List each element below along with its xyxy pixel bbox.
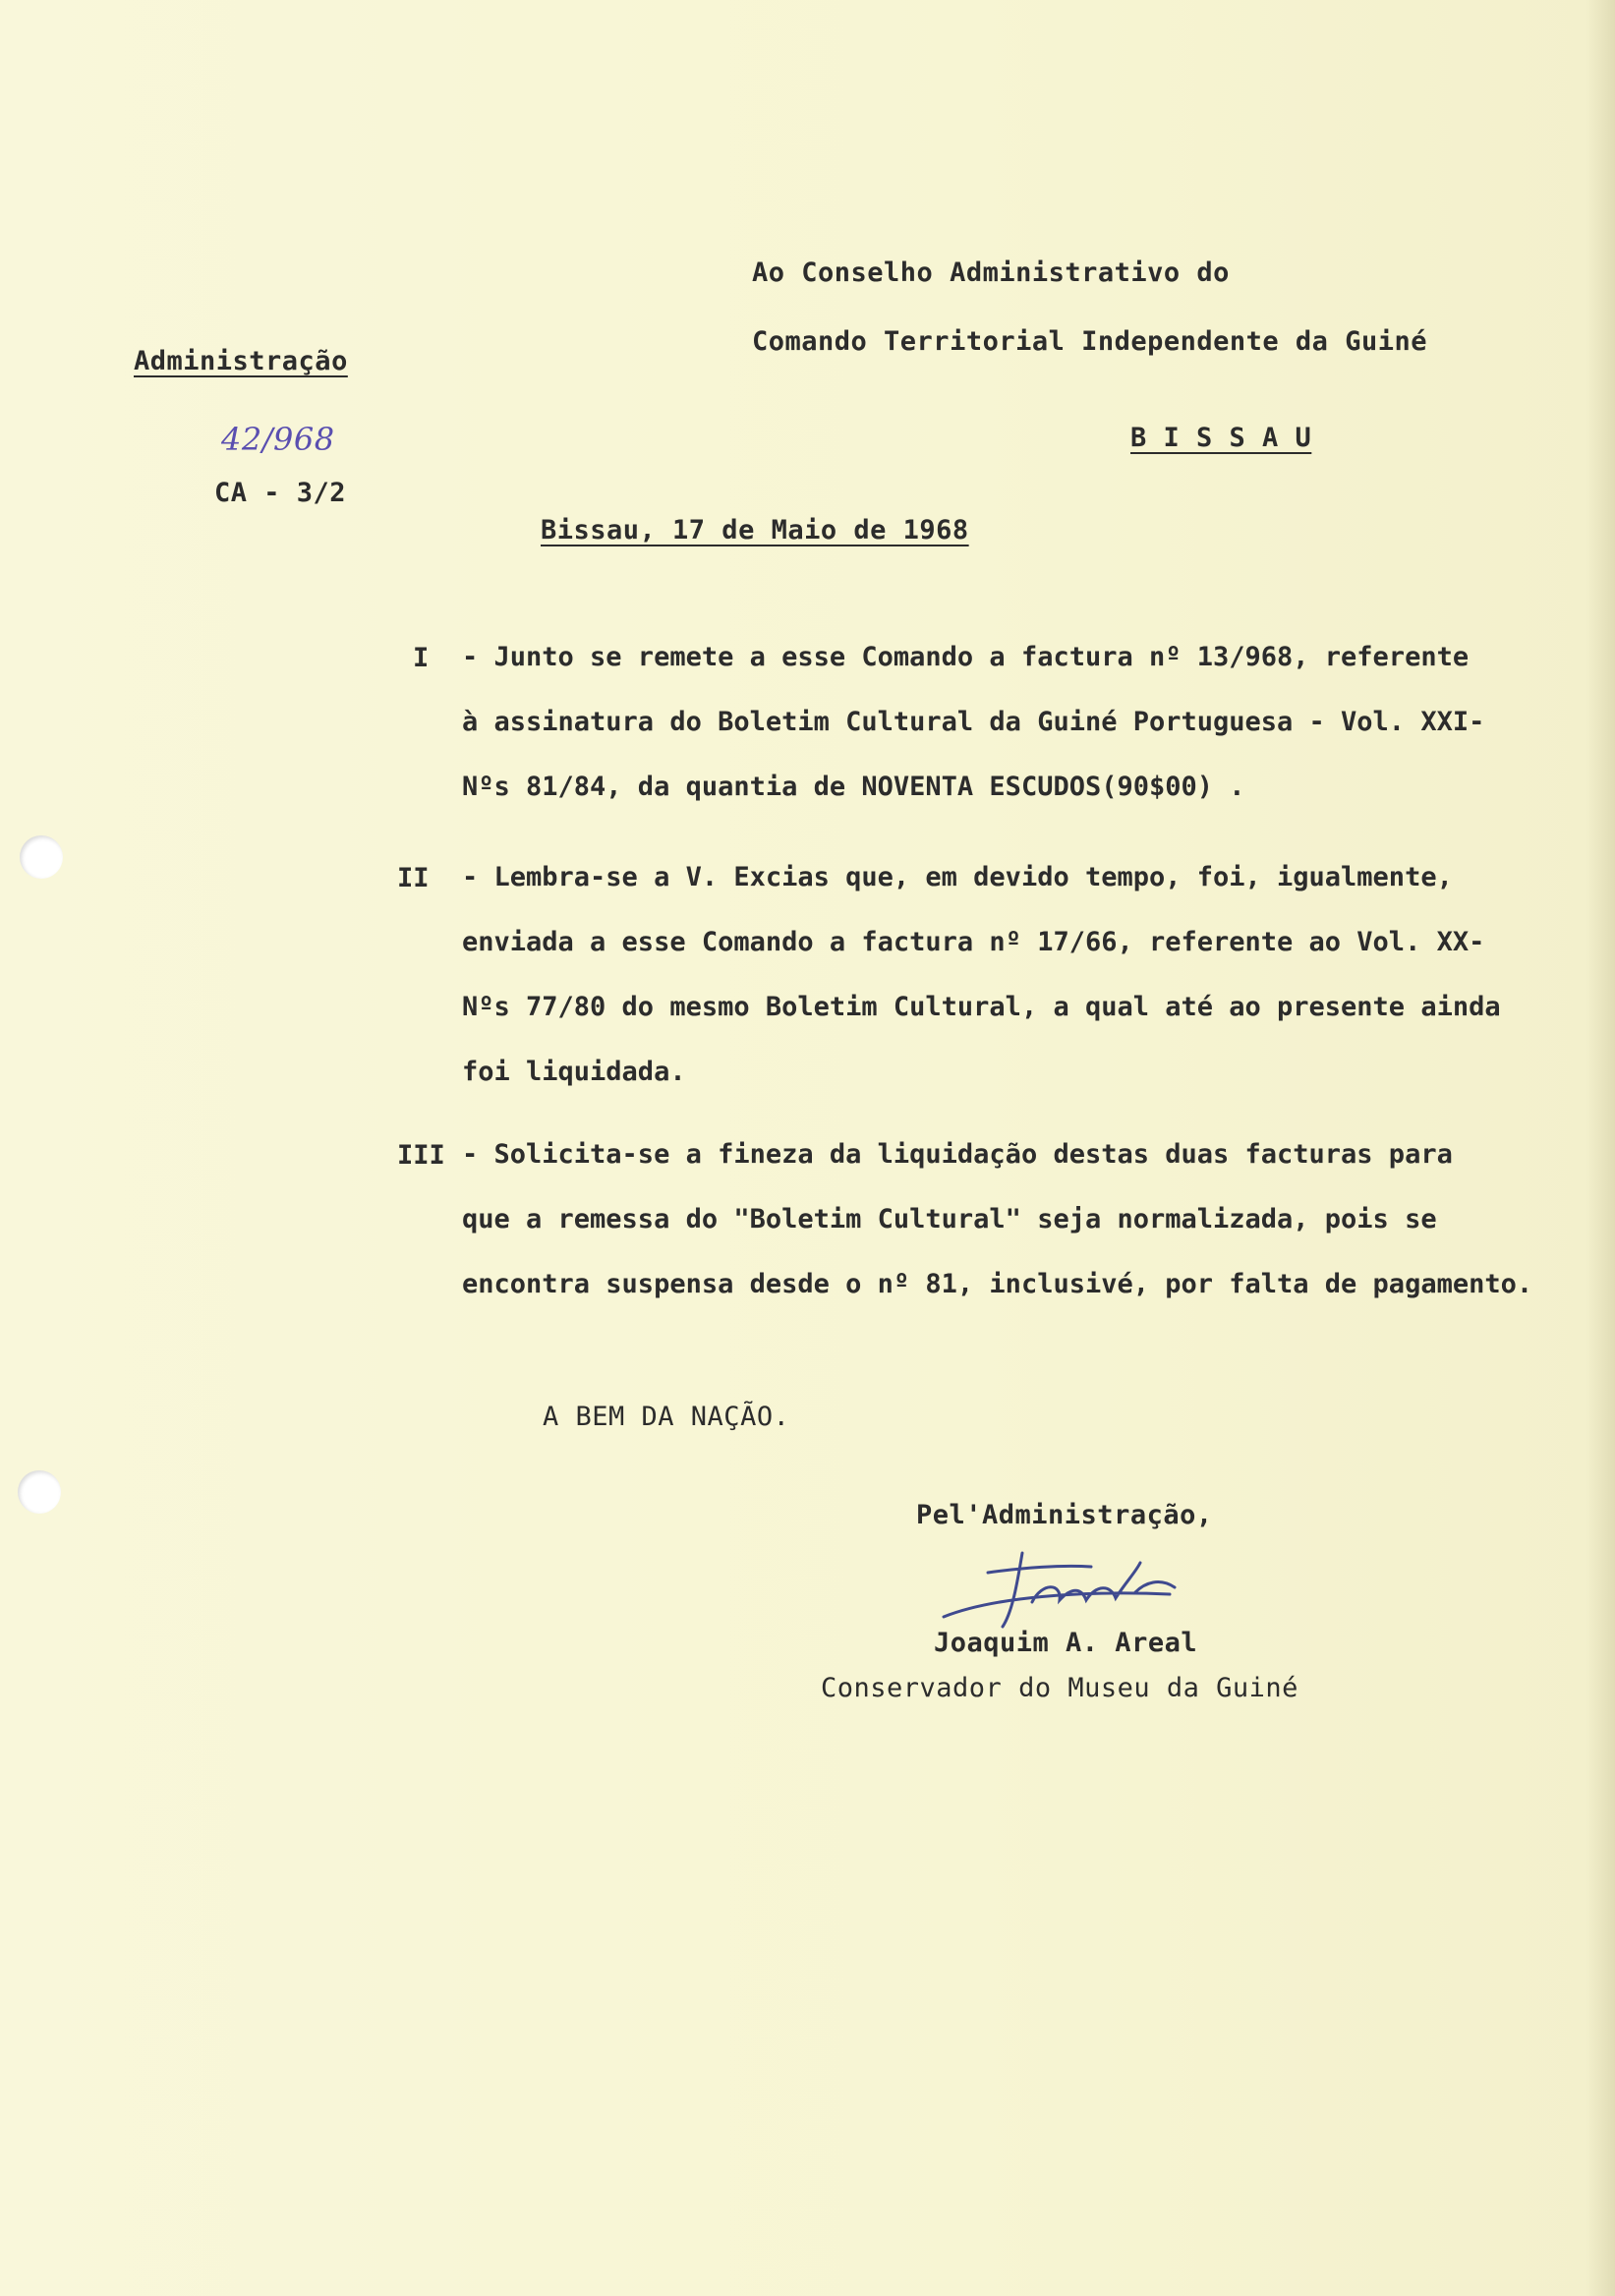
paragraph-number-3: III: [397, 1140, 445, 1171]
signer-title: Conservador do Museu da Guiné: [821, 1673, 1298, 1703]
paragraph-2-line: - Lembra-se a V. Excias que, em devido tempo, foi, igualmente,: [462, 862, 1453, 892]
paragraph-number-2: II: [397, 863, 430, 893]
paragraph-2: [462, 845, 1524, 1105]
paragraph-1-line: Nºs 81/84, da quantia de NOVENTA ESCUDOS(90$00) .: [462, 772, 1245, 802]
addressee-line-2: Comando Territorial Independente da Guiné: [752, 326, 1427, 357]
paragraph-2-line: enviada a esse Comando a factura nº 17/66, referente ao Vol. XX-: [462, 927, 1485, 957]
paragraph-3-line: - Solicita-se a fineza da liquidação destas duas facturas para: [462, 1139, 1453, 1170]
paragraph-1-line: - Junto se remete a esse Comando a factura nº 13/968, referente: [462, 642, 1470, 672]
paragraph-1-line: à assinatura do Boletim Cultural da Guiné Portuguesa - Vol. XXI-: [462, 707, 1485, 737]
page-edge-shadow: [1586, 0, 1615, 2296]
signer-name: Joaquim A. Areal: [934, 1628, 1198, 1658]
reference-code: CA - 3/2: [214, 478, 347, 508]
signoff-line: Pel'Administração,: [916, 1500, 1213, 1530]
reference-number: 42/968: [221, 421, 335, 458]
addressee-city: B I S S A U: [1130, 423, 1312, 453]
addressee-line-1: Ao Conselho Administrativo do: [752, 258, 1230, 288]
paragraph-2-line: Nºs 77/80 do mesmo Boletim Cultural, a qual até ao presente ainda: [462, 992, 1501, 1022]
paragraph-2-line: foi liquidada.: [462, 1057, 686, 1087]
paragraph-3: [462, 1122, 1533, 1317]
punch-hole-top: [20, 835, 63, 879]
paragraph-3-line: que a remessa do "Boletim Cultural" seja normalizada, pois se: [462, 1204, 1437, 1234]
paragraph-1: [462, 625, 1524, 820]
punch-hole-bottom: [18, 1470, 61, 1514]
closing-salutation: A BEM DA NAÇÃO.: [543, 1402, 790, 1432]
date-line: Bissau, 17 de Maio de 1968: [541, 515, 969, 545]
paragraph-3-line: encontra suspensa desde o nº 81, inclusivé, por falta de pagamento.: [462, 1269, 1533, 1299]
paragraph-number-1: I: [413, 643, 430, 673]
department-label: Administração: [134, 346, 348, 376]
